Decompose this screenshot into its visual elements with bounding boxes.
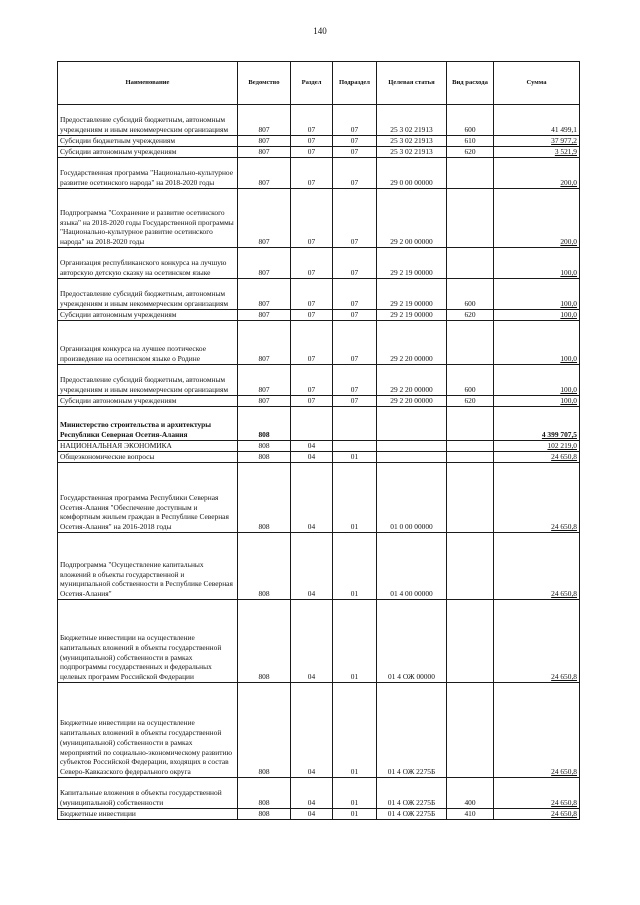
row-section: 04 xyxy=(291,778,333,809)
row-expense-type xyxy=(447,441,494,452)
row-department: 807 xyxy=(238,158,291,189)
row-amount: 24 650,8 xyxy=(494,463,580,533)
row-name: Общеэкономические вопросы xyxy=(58,452,238,463)
row-target-item: 29 2 20 00000 xyxy=(377,396,447,407)
row-section: 04 xyxy=(291,683,333,778)
table-row xyxy=(58,452,580,463)
row-department: 807 xyxy=(238,248,291,279)
row-name: Субсидии бюджетным учреждениям xyxy=(58,136,238,147)
row-subsection: 07 xyxy=(333,310,377,321)
row-subsection: 01 xyxy=(333,452,377,463)
table-row xyxy=(58,310,580,321)
table-row xyxy=(58,463,580,533)
row-amount: 100,0 xyxy=(494,321,580,365)
row-target-item: 29 2 19 00000 xyxy=(377,248,447,279)
row-subsection: 07 xyxy=(333,365,377,396)
table-row xyxy=(58,396,580,407)
row-expense-type xyxy=(447,533,494,600)
row-name: Министерство строительства и архитектуры Республики Северная Осетия-Алания xyxy=(58,407,238,441)
row-expense-type: 600 xyxy=(447,365,494,396)
row-amount: 24 650,8 xyxy=(494,809,580,820)
row-department: 807 xyxy=(238,136,291,147)
row-subsection: 01 xyxy=(333,463,377,533)
row-target-item: 29 2 00 00000 xyxy=(377,189,447,248)
row-amount: 24 650,8 xyxy=(494,778,580,809)
row-department: 808 xyxy=(238,441,291,452)
row-expense-type xyxy=(447,248,494,279)
row-expense-type: 400 xyxy=(447,778,494,809)
row-section: 07 xyxy=(291,279,333,310)
row-target-item: 01 0 00 00000 xyxy=(377,463,447,533)
row-department: 807 xyxy=(238,310,291,321)
header-section: Раздел xyxy=(291,62,333,105)
row-name: Подпрограмма "Сохранение и развитие осетинского языка" на 2018-2020 годы Государственной программы "Национально-культурное развитие осетинского народа" на 2018-2020 годы xyxy=(58,189,238,248)
row-subsection: 01 xyxy=(333,683,377,778)
row-subsection: 01 xyxy=(333,809,377,820)
row-name: Организация республиканского конкурса на лучшую авторскую детскую сказку на осетинском языке xyxy=(58,248,238,279)
row-subsection: 07 xyxy=(333,279,377,310)
row-department: 807 xyxy=(238,396,291,407)
row-section: 07 xyxy=(291,105,333,136)
row-expense-type xyxy=(447,683,494,778)
row-target-item xyxy=(377,407,447,441)
table-body xyxy=(58,105,580,820)
row-subsection: 07 xyxy=(333,189,377,248)
row-subsection: 01 xyxy=(333,778,377,809)
table-row xyxy=(58,600,580,683)
table-row xyxy=(58,321,580,365)
row-subsection: 07 xyxy=(333,396,377,407)
row-section: 04 xyxy=(291,441,333,452)
row-target-item xyxy=(377,441,447,452)
row-subsection: 07 xyxy=(333,248,377,279)
row-amount: 24 650,8 xyxy=(494,533,580,600)
row-amount: 200,0 xyxy=(494,189,580,248)
row-department: 808 xyxy=(238,533,291,600)
row-name: Предоставление субсидий бюджетным, автономным учреждениям и иным некоммерческим организациям xyxy=(58,279,238,310)
row-amount: 100,0 xyxy=(494,396,580,407)
table-row xyxy=(58,683,580,778)
row-department: 807 xyxy=(238,279,291,310)
table-row xyxy=(58,136,580,147)
row-target-item: 29 2 19 00000 xyxy=(377,279,447,310)
row-subsection: 01 xyxy=(333,600,377,683)
row-section: 04 xyxy=(291,600,333,683)
row-expense-type xyxy=(447,452,494,463)
row-section: 07 xyxy=(291,365,333,396)
row-amount: 3 521,9 xyxy=(494,147,580,158)
row-name: НАЦИОНАЛЬНАЯ ЭКОНОМИКА xyxy=(58,441,238,452)
row-department: 807 xyxy=(238,321,291,365)
row-subsection: 07 xyxy=(333,158,377,189)
table-row xyxy=(58,189,580,248)
row-department: 808 xyxy=(238,407,291,441)
row-amount: 100,0 xyxy=(494,310,580,321)
row-amount: 200,0 xyxy=(494,158,580,189)
table-row xyxy=(58,105,580,136)
row-expense-type xyxy=(447,158,494,189)
header-name: Наименование xyxy=(58,62,238,105)
row-section: 07 xyxy=(291,136,333,147)
row-expense-type: 600 xyxy=(447,105,494,136)
row-section: 07 xyxy=(291,158,333,189)
row-amount: 100,0 xyxy=(494,279,580,310)
row-department: 808 xyxy=(238,778,291,809)
row-amount: 4 399 707,5 xyxy=(494,407,580,441)
table-row xyxy=(58,778,580,809)
row-target-item: 25 3 02 21913 xyxy=(377,136,447,147)
table-row xyxy=(58,407,580,441)
row-department: 808 xyxy=(238,452,291,463)
row-target-item: 01 4 ОЖ 2275Б xyxy=(377,683,447,778)
table-row xyxy=(58,147,580,158)
row-section: 04 xyxy=(291,533,333,600)
row-section: 07 xyxy=(291,396,333,407)
row-subsection: 07 xyxy=(333,136,377,147)
row-name: Государственная программа Республики Северная Осетия-Алания "Обеспечение доступным и комфортным жильем граждан в Республике Северная Осетия-Алания" на 2016-2018 годы xyxy=(58,463,238,533)
row-target-item: 01 4 ОЖ 2275Б xyxy=(377,778,447,809)
row-name: Субсидии автономным учреждениям xyxy=(58,396,238,407)
row-amount: 100,0 xyxy=(494,248,580,279)
row-department: 807 xyxy=(238,147,291,158)
header-subsection: Подраздел xyxy=(333,62,377,105)
row-name: Бюджетные инвестиции xyxy=(58,809,238,820)
row-subsection: 07 xyxy=(333,321,377,365)
row-department: 807 xyxy=(238,365,291,396)
row-target-item: 25 3 02 21913 xyxy=(377,147,447,158)
row-expense-type xyxy=(447,321,494,365)
row-section: 04 xyxy=(291,463,333,533)
row-name: Капитальные вложения в объекты государственной (муниципальной) собственности xyxy=(58,778,238,809)
row-target-item: 01 4 00 00000 xyxy=(377,533,447,600)
row-amount: 41 499,1 xyxy=(494,105,580,136)
row-amount: 24 650,8 xyxy=(494,452,580,463)
table-header-row xyxy=(58,62,580,105)
row-target-item xyxy=(377,452,447,463)
row-subsection: 01 xyxy=(333,533,377,600)
row-amount: 100,0 xyxy=(494,365,580,396)
row-amount: 24 650,8 xyxy=(494,683,580,778)
page-number: 140 xyxy=(313,26,327,36)
row-name: Предоставление субсидий бюджетным, автономным учреждениям и иным некоммерческим организациям xyxy=(58,365,238,396)
row-target-item: 25 3 02 21913 xyxy=(377,105,447,136)
table-row xyxy=(58,248,580,279)
header-department: Ведомство xyxy=(238,62,291,105)
row-section: 07 xyxy=(291,147,333,158)
row-expense-type: 610 xyxy=(447,136,494,147)
row-section: 07 xyxy=(291,321,333,365)
row-section xyxy=(291,407,333,441)
row-name: Субсидии автономным учреждениям xyxy=(58,310,238,321)
table-row xyxy=(58,279,580,310)
row-amount: 37 977,2 xyxy=(494,136,580,147)
row-section: 07 xyxy=(291,189,333,248)
row-target-item: 29 2 20 00000 xyxy=(377,321,447,365)
row-subsection: 07 xyxy=(333,105,377,136)
row-expense-type: 600 xyxy=(447,279,494,310)
header-amount: Сумма xyxy=(494,62,580,105)
budget-table xyxy=(57,61,580,820)
row-expense-type xyxy=(447,407,494,441)
row-expense-type: 620 xyxy=(447,147,494,158)
row-expense-type xyxy=(447,463,494,533)
row-section: 07 xyxy=(291,248,333,279)
row-section: 07 xyxy=(291,310,333,321)
row-target-item: 29 0 00 00000 xyxy=(377,158,447,189)
row-target-item: 29 2 20 00000 xyxy=(377,365,447,396)
row-target-item: 01 4 ОЖ 2275Б xyxy=(377,809,447,820)
row-department: 807 xyxy=(238,189,291,248)
table-row xyxy=(58,158,580,189)
row-expense-type: 620 xyxy=(447,310,494,321)
row-target-item: 01 4 ОЖ 00000 xyxy=(377,600,447,683)
row-name: Предоставление субсидий бюджетным, автономным учреждениям и иным некоммерческим организациям xyxy=(58,105,238,136)
row-expense-type: 410 xyxy=(447,809,494,820)
row-subsection xyxy=(333,441,377,452)
row-expense-type xyxy=(447,189,494,248)
row-subsection xyxy=(333,407,377,441)
table-row xyxy=(58,441,580,452)
row-department: 808 xyxy=(238,809,291,820)
row-name: Субсидии автономным учреждениям xyxy=(58,147,238,158)
row-amount: 24 650,8 xyxy=(494,600,580,683)
row-department: 808 xyxy=(238,463,291,533)
row-name: Подпрограмма "Осуществление капитальных вложений в объекты государственной и муниципальной собственности в Республике Северная Осетия-Алания" xyxy=(58,533,238,600)
row-name: Бюджетные инвестиции на осуществление капитальных вложений в объекты государственной (муниципальной) собственности в рамках подпрограммы государственных и федеральных целевых программ Российской Федерации xyxy=(58,600,238,683)
table-row xyxy=(58,365,580,396)
row-department: 808 xyxy=(238,683,291,778)
row-target-item: 29 2 19 00000 xyxy=(377,310,447,321)
row-expense-type: 620 xyxy=(447,396,494,407)
row-section: 04 xyxy=(291,452,333,463)
row-name: Организация конкурса на лучшее поэтическое произведение на осетинском языке о Родине xyxy=(58,321,238,365)
row-name: Бюджетные инвестиции на осуществление капитальных вложений в объекты государственной (муниципальной) собственности в рамках мероприятий по социально-экономическому развитию субъектов Российской Федерации, входящих в состав Северо-Кавказского федерального округа xyxy=(58,683,238,778)
header-target-item: Целевая статья xyxy=(377,62,447,105)
table-row xyxy=(58,533,580,600)
table-row xyxy=(58,809,580,820)
header-expense-type: Вид расхода xyxy=(447,62,494,105)
row-expense-type xyxy=(447,600,494,683)
row-department: 808 xyxy=(238,600,291,683)
row-name: Государственная программа "Национально-культурное развитие осетинского народа" на 2018-2020 годы xyxy=(58,158,238,189)
row-section: 04 xyxy=(291,809,333,820)
row-amount: 102 219,0 xyxy=(494,441,580,452)
row-subsection: 07 xyxy=(333,147,377,158)
row-department: 807 xyxy=(238,105,291,136)
